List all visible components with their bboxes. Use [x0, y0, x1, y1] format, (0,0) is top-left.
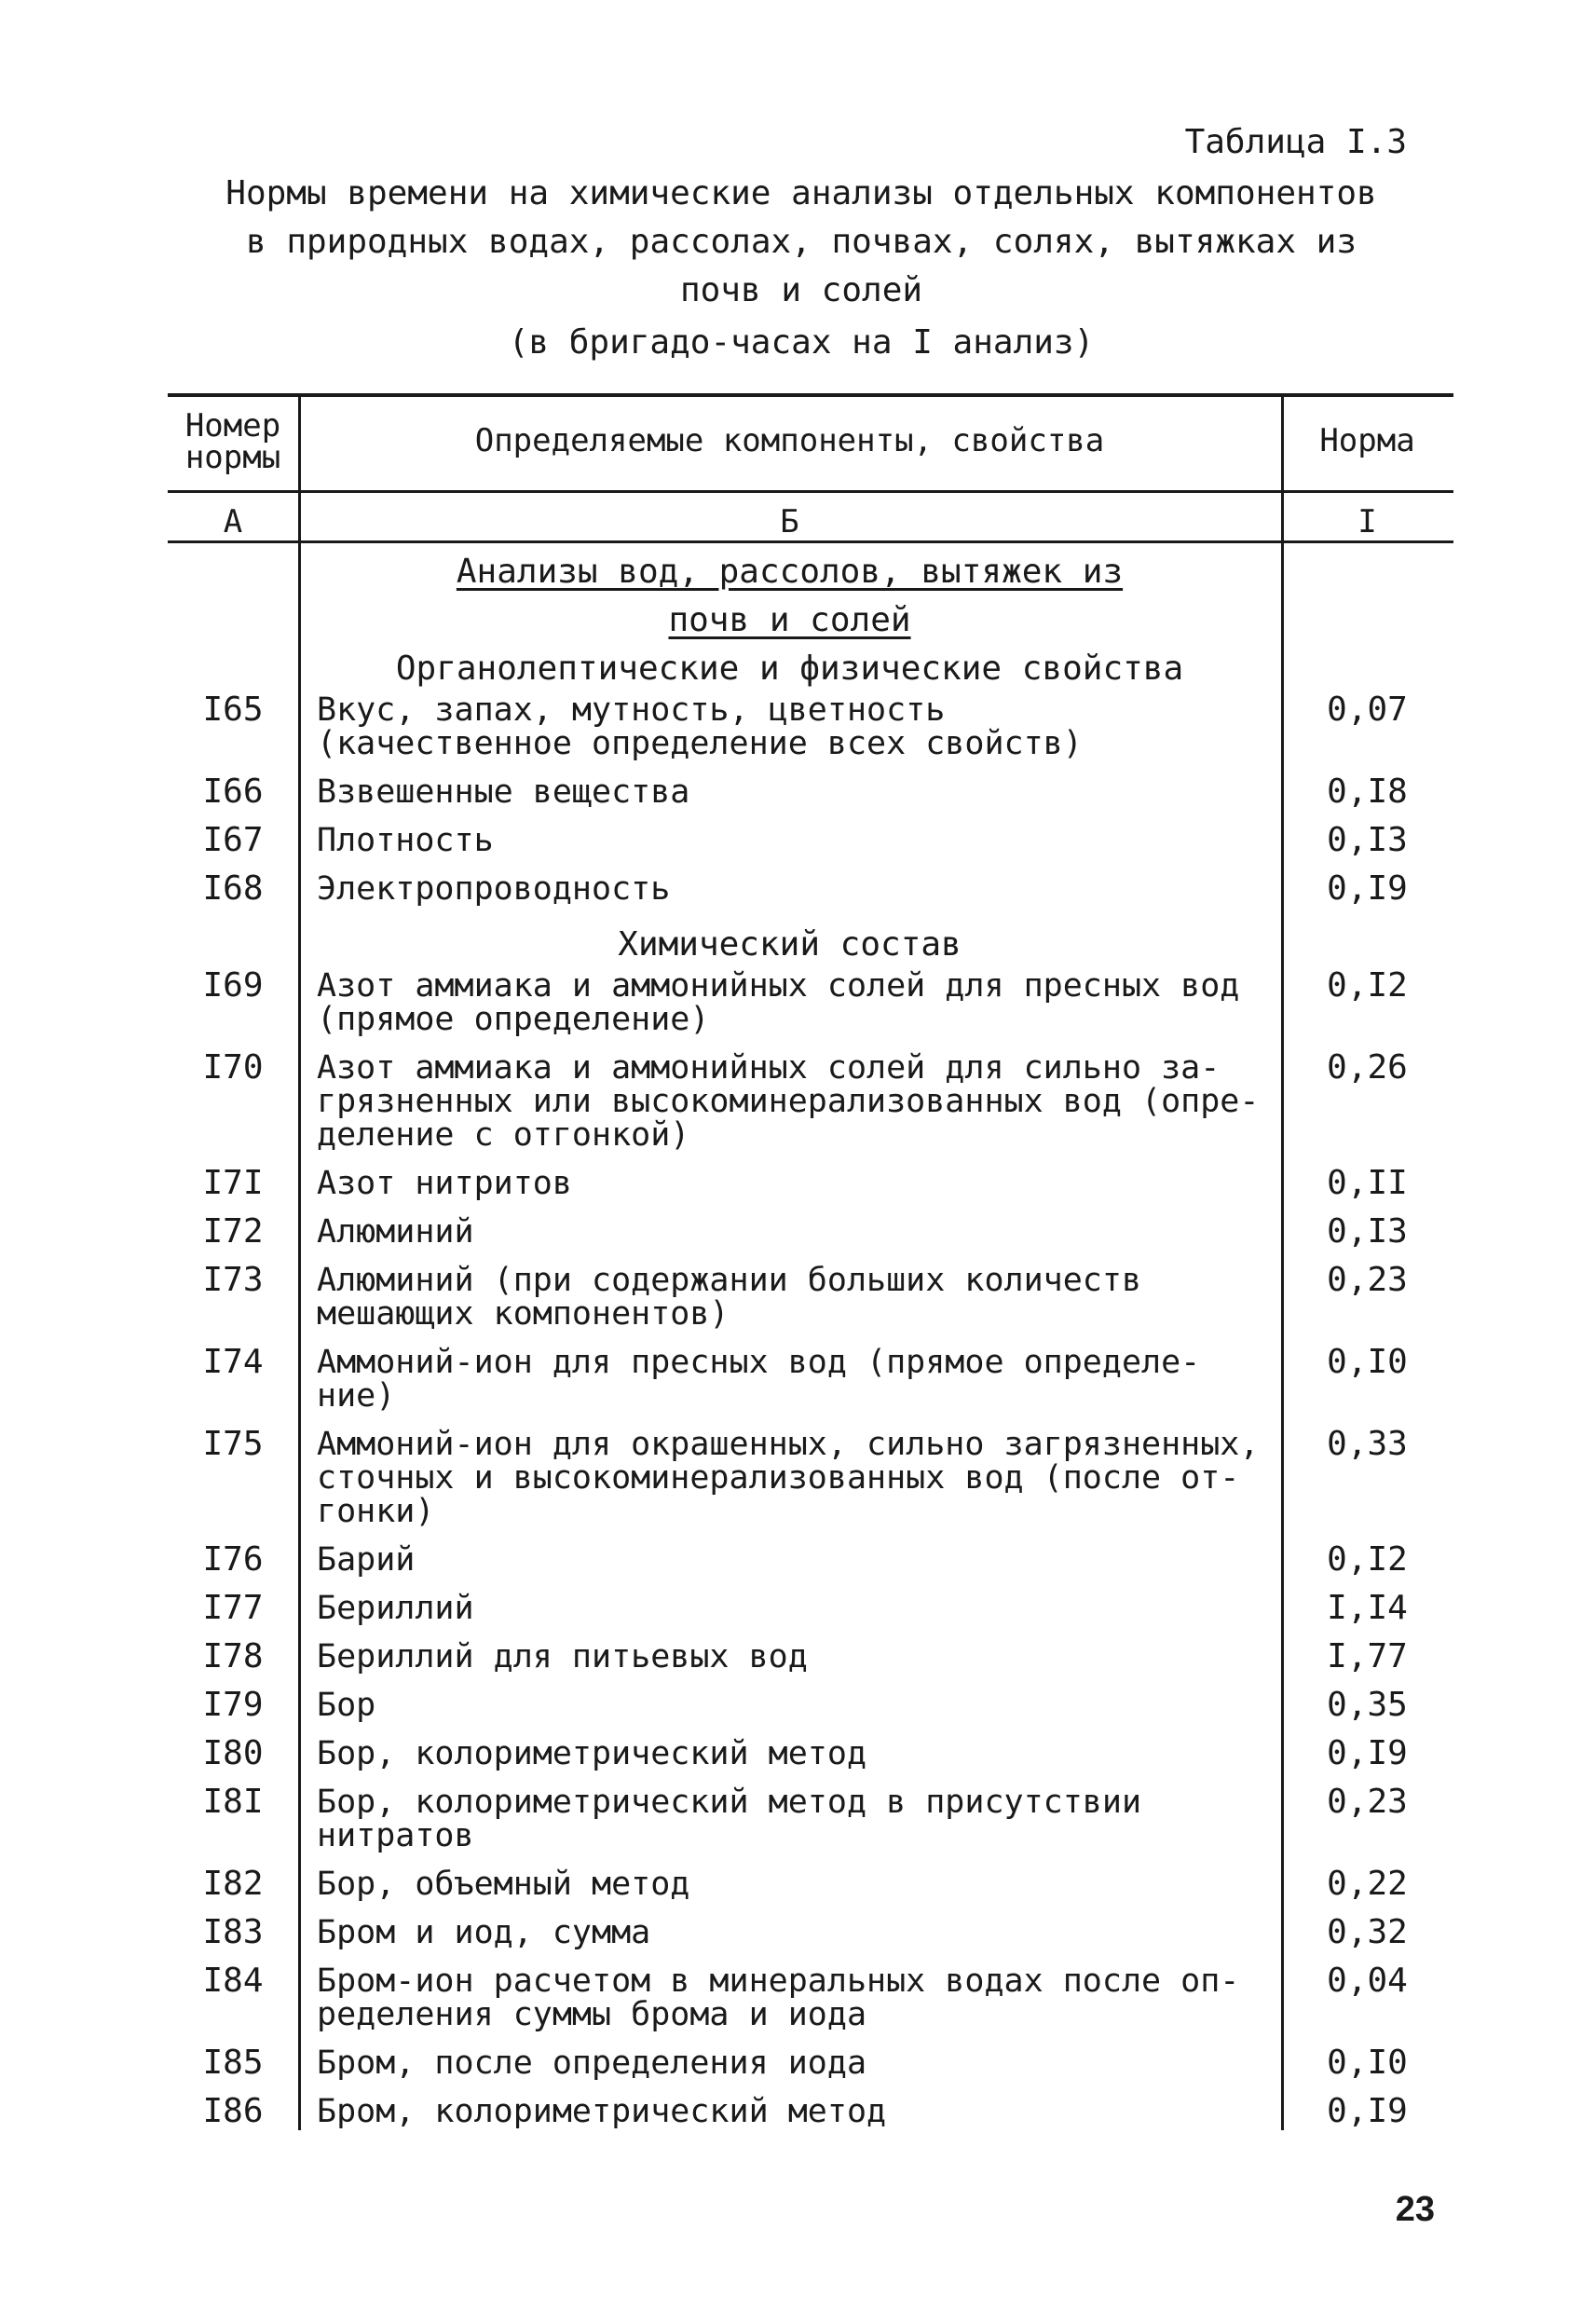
row-norm: 0,I3 [1327, 1212, 1408, 1251]
table-body [168, 548, 1453, 2143]
title-line: Нормы времени на химические анализы отдельных компонентов [225, 174, 1377, 212]
table-top-rule [168, 393, 1453, 397]
row-number: I73 [202, 1261, 264, 1299]
table-row [168, 1212, 1453, 1264]
table-row [168, 1637, 1453, 1689]
subsection-heading: Химический состав [618, 925, 962, 964]
table-row [168, 1734, 1453, 1785]
table-row [168, 2046, 1453, 2095]
subsection-heading: Органолептические и физические свойства [395, 650, 1184, 688]
row-number: I84 [202, 1962, 264, 2000]
column-key-a: А [223, 503, 243, 540]
row-number: I74 [202, 1343, 264, 1381]
units-note: (в бригадо-часах на I анализ) [508, 323, 1095, 362]
table-row [168, 1261, 1453, 1346]
row-component: Барий [317, 1541, 416, 1579]
row-number: I66 [202, 773, 264, 811]
row-component: Плотность [317, 822, 494, 859]
row-number: I7I [202, 1164, 264, 1202]
table-row [168, 1048, 1453, 1167]
row-norm: 0,35 [1327, 1686, 1408, 1724]
table-row [168, 821, 1453, 872]
row-component: Бром и иод, сумма [317, 1914, 651, 1951]
row-component: Бор, объемный метод [317, 1866, 690, 1903]
row-number: I82 [202, 1865, 264, 1903]
row-norm: 0,II [1327, 1164, 1408, 1202]
section-heading [298, 596, 1281, 645]
row-component: Алюминий (при содержании больших количеств мешающих компонентов) [317, 1262, 1142, 1333]
table-row [168, 869, 1453, 921]
row-component: Взвешенные вещества [317, 773, 690, 811]
row-component: Алюминий [317, 1213, 474, 1251]
row-number: I68 [202, 869, 264, 908]
table-row [168, 1589, 1453, 1640]
column-key-b: Б [780, 503, 799, 540]
table-row [168, 1913, 1453, 1964]
row-norm: 0,33 [1327, 1425, 1408, 1463]
page-number: 23 [1395, 2190, 1435, 2229]
table-title [214, 170, 1388, 367]
table-row [168, 1785, 1453, 1867]
table-row [168, 1425, 1453, 1543]
row-norm: 0,I0 [1327, 2044, 1408, 2082]
row-number: I86 [202, 2092, 264, 2130]
row-norm: 0,I0 [1327, 1343, 1408, 1381]
row-component: Бром, после определения иода [317, 2044, 867, 2082]
row-number: I85 [202, 2044, 264, 2082]
row-number: I8I [202, 1783, 264, 1821]
row-component: Бериллий [317, 1590, 474, 1627]
row-norm: 0,23 [1327, 1261, 1408, 1299]
row-component: Аммоний-ион для пресных вод (прямое определе- ние) [317, 1344, 1201, 1415]
row-norm: 0,22 [1327, 1865, 1408, 1903]
row-component: Бор, колориметрический метод в присутствии нитратов [317, 1784, 1142, 1854]
table-row [168, 693, 1453, 775]
row-component: Бром, колориметрический метод [317, 2093, 887, 2130]
header-number: Номер нормы [184, 407, 281, 476]
section-heading [298, 548, 1281, 596]
table-row [168, 1343, 1453, 1428]
row-component: Азот аммиака и аммонийных солей для сильно за- грязненных или высокоминерализованных вод (опре- деление с отгонкой) [317, 1049, 1260, 1154]
title-line: в природных водах, рассолах, почвах, солях, вытяжках из [245, 223, 1357, 261]
table-row [168, 1964, 1453, 2046]
table-row [168, 1164, 1453, 1215]
row-number: I79 [202, 1686, 264, 1724]
column-key-c: I [1357, 503, 1377, 540]
section-heading-text: Анализы вод, рассолов, вытяжек из [456, 553, 1124, 591]
row-component: Азот аммиака и аммонийных солей для пресных вод (прямое определение) [317, 967, 1240, 1038]
row-group-organoleptic [168, 693, 1453, 921]
row-norm: 0,I8 [1327, 773, 1408, 811]
table-row [168, 775, 1453, 824]
header-norm: Норма [1319, 422, 1415, 459]
row-component: Бром-ион расчетом в минеральных водах после оп- ределения суммы брома и иода [317, 1962, 1240, 2033]
row-component: Электропроводность [317, 870, 671, 908]
row-norm: 0,32 [1327, 1913, 1408, 1951]
table-row [168, 1867, 1453, 1916]
row-number: I75 [202, 1425, 264, 1463]
row-norm: 0,26 [1327, 1048, 1408, 1087]
table-row [168, 2092, 1453, 2143]
row-norm: 0,I9 [1327, 869, 1408, 908]
row-number: I69 [202, 966, 264, 1005]
table-row [168, 1686, 1453, 1737]
row-component: Бор [317, 1687, 376, 1724]
title-line: почв и солей [679, 271, 923, 309]
row-component: Азот нитритов [317, 1165, 572, 1202]
row-number: I65 [202, 691, 264, 729]
row-number: I77 [202, 1589, 264, 1627]
row-norm: I,I4 [1327, 1589, 1408, 1627]
row-component: Бор, колориметрический метод [317, 1735, 867, 1772]
row-norm: 0,07 [1327, 691, 1408, 729]
row-component: Бериллий для питьевых вод [317, 1638, 808, 1675]
row-norm: 0,23 [1327, 1783, 1408, 1821]
row-norm: 0,I9 [1327, 2092, 1408, 2130]
row-norm: 0,I2 [1327, 966, 1408, 1005]
table-row [168, 1540, 1453, 1592]
row-norm: 0,I9 [1327, 1734, 1408, 1772]
table-label: Таблица I.3 [1184, 123, 1407, 161]
row-number: I80 [202, 1734, 264, 1772]
row-norm: 0,04 [1327, 1962, 1408, 2000]
row-norm: 0,I3 [1327, 821, 1408, 859]
row-group-chemical [168, 966, 1453, 2143]
row-norm: I,77 [1327, 1637, 1408, 1675]
row-number: I76 [202, 1540, 264, 1579]
header-bottom-rule [168, 490, 1453, 493]
header-components: Определяемые компоненты, свойства [474, 422, 1105, 459]
row-number: I70 [202, 1048, 264, 1087]
row-number: I67 [202, 821, 264, 859]
row-number: I83 [202, 1913, 264, 1951]
row-component: Вкус, запах, мутность, цветность (качественное определение всех свойств) [317, 691, 1083, 762]
row-number: I72 [202, 1212, 264, 1251]
row-norm: 0,I2 [1327, 1540, 1408, 1579]
section-heading-text: почв и солей [668, 601, 911, 639]
row-component: Аммоний-ион для окрашенных, сильно загрязненных, сточных и высокоминерализованных вод (после от- гонки) [317, 1426, 1260, 1530]
row-number: I78 [202, 1637, 264, 1675]
table-row [168, 966, 1453, 1051]
column-key-rule [168, 540, 1453, 543]
